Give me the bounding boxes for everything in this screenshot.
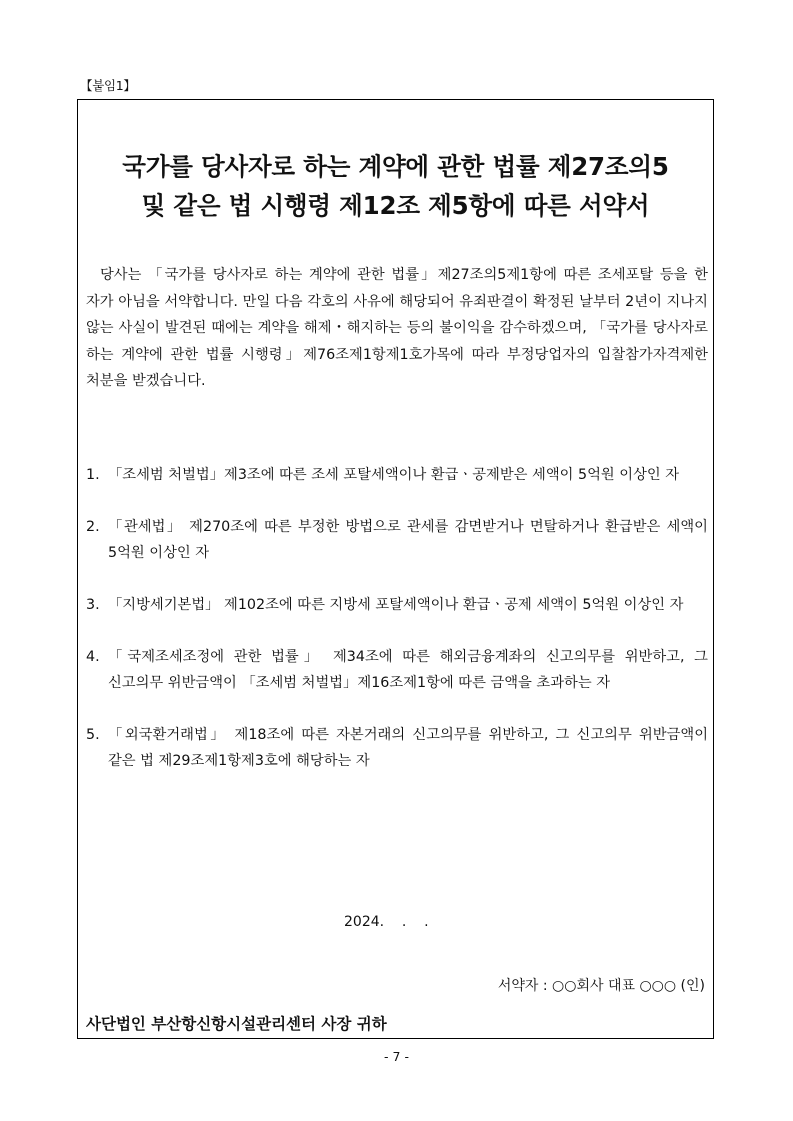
- clause-number: 1.: [86, 467, 100, 483]
- signing-date: 2024. . .: [344, 914, 429, 930]
- clause-item-3: [86, 592, 708, 618]
- page-number: - 7 -: [384, 1049, 409, 1064]
- signer-line: 서약자 : ○○회사 대표 ○○○ (인): [497, 978, 705, 994]
- clause-item-1: [86, 462, 708, 488]
- pledge-document: [77, 99, 714, 1039]
- clause-number: 5.: [86, 727, 100, 743]
- clause-number: 3.: [86, 597, 100, 613]
- clause-text: 「지방세기본법」 제102조에 따른 지방세 포탈세액이나 환급ㆍ공제 세액이 5억원 이상인 자: [108, 597, 684, 613]
- clause-text: 「조세범 처벌법」제3조에 따른 조세 포탈세액이나 환급ㆍ공제받은 세액이 5억원 이상인 자: [108, 467, 680, 483]
- clause-item-5: [86, 722, 708, 774]
- clause-item-4: [86, 644, 708, 696]
- document-title-line-1: 국가를 당사자로 하는 계약에 관한 법률 제27조의5: [122, 152, 669, 181]
- clause-number: 4.: [86, 649, 100, 665]
- pledge-body: 당사는 「국가를 당사자로 하는 계약에 관한 법률」제27조의5제1항에 따른 조세포탈 등을 한 자가 아님을 서약합니다. 만일 다음 각호의 사유에 해당되어 유죄판결이 확정된 날부터 2년이 지나지 않는 사실이 발견된 때에는 계약을 해제・해지하는 등의 불이익을 감수하겠으며, 「국가를 당사자로 하는 계약에 관한 법률 시행령」제76조제1항제1호가목에 따라 부정당업자의 입찰참가자격제한 처분을 받겠습니다.: [86, 267, 708, 389]
- document-title: [78, 147, 713, 225]
- attachment-label: 【붙임1】: [80, 78, 136, 93]
- clause-text: 「외국환거래법」 제18조에 따른 자본거래의 신고의무를 위반하고, 그 신고의무 위반금액이 같은 법 제29조제1항제3호에 해당하는 자: [108, 727, 708, 769]
- document-title-line-2: 및 같은 법 시행령 제12조 제5항에 따른 서약서: [141, 191, 650, 220]
- clause-text: 「관세법」 제270조에 따른 부정한 방법으로 관세를 감면받거나 면탈하거나 환급받은 세액이 5억원 이상인 자: [108, 519, 708, 561]
- clause-list: [86, 462, 708, 800]
- clause-item-2: [86, 514, 708, 566]
- clause-text: 「국제조세조정에 관한 법률」 제34조에 따른 해외금융계좌의 신고의무를 위반하고, 그 신고의무 위반금액이 「조세범 처벌법」제16조제1항에 따른 금액을 초과하는 자: [108, 649, 708, 691]
- addressee: 사단법인 부산항신항시설관리센터 사장 귀하: [86, 1015, 387, 1033]
- clause-number: 2.: [86, 519, 100, 535]
